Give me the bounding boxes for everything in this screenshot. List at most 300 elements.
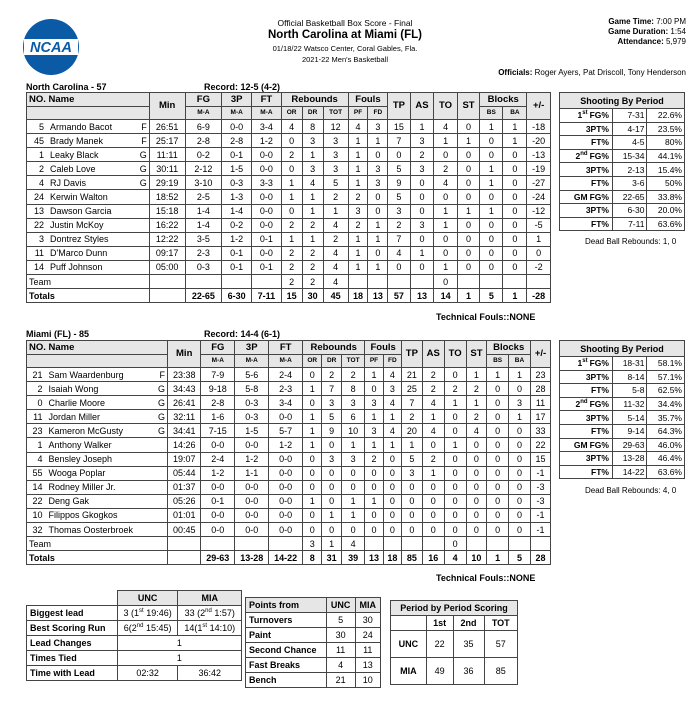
player-number: 11 (27, 246, 49, 260)
stat-st: 0 (466, 438, 487, 452)
stat-pf: 0 (365, 382, 383, 396)
player-name: Anthony Walker (46, 438, 153, 452)
stat-st: 0 (457, 162, 479, 176)
stat-bs: 0 (480, 232, 503, 246)
stat-as: 2 (422, 382, 444, 396)
player-number: 14 (27, 480, 47, 494)
mia-team-name: Miami (FL) - 85 (26, 329, 90, 339)
subcol-ma: M-A (222, 107, 252, 120)
unc-record: Record: 12-5 (4-2) (204, 82, 281, 92)
totals-label: Totals (27, 289, 150, 303)
stat-ft: 3-4 (252, 120, 281, 134)
stat-or: 1 (281, 176, 302, 190)
stat-as: 1 (422, 410, 444, 424)
stat-pf: 1 (348, 162, 368, 176)
stat-to: 0 (434, 148, 458, 162)
stat-pm: 23 (531, 368, 551, 382)
shooting-label: FT% (560, 176, 613, 190)
shooting-label: FT% (560, 136, 613, 150)
stat-st: 0 (457, 176, 479, 190)
player-number: 45 (27, 134, 49, 148)
stat-fg: 0-0 (201, 480, 235, 494)
subcol-fd: FD (383, 355, 401, 368)
col-fg: FG (201, 341, 235, 355)
player-position: G (154, 424, 168, 438)
stat-ba: 1 (503, 134, 527, 148)
stat-st: 0 (466, 508, 487, 522)
col-rebounds: Rebounds (303, 341, 365, 355)
period-label: 1st (577, 110, 588, 121)
stat-as: 1 (410, 246, 434, 260)
stat-fg: 0-3 (185, 260, 222, 274)
date-venue: 01/18/22 Watsco Center, Coral Gables, Fla. (272, 44, 418, 53)
stat-tp: 1-2 (235, 452, 269, 466)
stat-to: 0 (444, 508, 466, 522)
table-row (27, 466, 551, 480)
shooting-row (560, 136, 685, 150)
stat-st: 0 (457, 120, 479, 134)
stat-tp: 0-1 (222, 148, 252, 162)
stat-ft: 2-4 (269, 368, 303, 382)
stat-ba: 0 (503, 148, 527, 162)
mia-biggest-lead: 33 (2nd 1:57) (178, 606, 242, 621)
stat-fd: 3 (368, 162, 388, 176)
stat-ba: 0 (508, 382, 530, 396)
stat-tp: 1-5 (235, 424, 269, 438)
stat-pm: 0 (527, 246, 551, 260)
stat-ft: 0-1 (252, 232, 281, 246)
stat-st: 0 (457, 232, 479, 246)
stat-tot: 3 (341, 452, 364, 466)
unc-shooting-by-period (559, 92, 685, 231)
total-fd: 13 (368, 289, 388, 303)
stat-to: 1 (434, 134, 458, 148)
player-name: Puff Johnson (48, 260, 134, 274)
stat-ft: 0-0 (252, 190, 281, 204)
stat-fg: 1-4 (185, 218, 222, 232)
stat-fd: 1 (368, 134, 388, 148)
shooting-label: 1st FG% (560, 109, 613, 123)
total-ft: 14-22 (269, 551, 303, 565)
player-name: Deng Gak (46, 494, 153, 508)
points-from-col-mia: MIA (355, 598, 381, 613)
game-time (608, 17, 686, 26)
unc-totals-row (27, 289, 551, 303)
unc-dead-ball-rebounds: Dead Ball Rebounds: 1, 0 (585, 237, 677, 246)
total-fg: 29-63 (201, 551, 235, 565)
shooting-made-attempted: 14-22 (612, 465, 646, 479)
col-fouls: Fouls (348, 93, 388, 107)
stat-dr: 3 (302, 134, 323, 148)
points-from-mia: 13 (355, 658, 381, 673)
points-from-table (245, 597, 381, 688)
stat-to: 0 (434, 246, 458, 260)
period-col: 1st (426, 616, 453, 631)
player-name: Thomas Oosterbroek (46, 523, 153, 537)
shooting-row (560, 176, 685, 190)
stat-to: 0 (444, 452, 466, 466)
stat-pm: -24 (527, 190, 551, 204)
stat-tot: 4 (323, 218, 348, 232)
shooting-label: GM FG% (560, 190, 613, 204)
stat-to: 4 (434, 176, 458, 190)
mia-dead-ball-rebounds: Dead Ball Rebounds: 4, 0 (585, 486, 677, 495)
shooting-percentage: 44.1% (647, 149, 685, 163)
table-row (27, 148, 551, 162)
stat-fg: 0-1 (201, 494, 235, 508)
player-position: G (154, 396, 168, 410)
shooting-percentage: 34.4% (647, 397, 685, 411)
stat-pm: -12 (527, 204, 551, 218)
stat-fg: 1-4 (185, 204, 222, 218)
col-plus-minus: +/- (531, 341, 551, 368)
stat-pm: -18 (527, 120, 551, 134)
stat-bs: 0 (480, 134, 503, 148)
stat-as: 2 (410, 148, 434, 162)
points-from-unc: 4 (326, 658, 355, 673)
points-from-unc: 21 (326, 673, 355, 688)
stat-or: 1 (303, 438, 322, 452)
stat-fd: 1 (368, 232, 388, 246)
mia-best-run: 14(1st 14:10) (178, 621, 242, 636)
stat-bs: 0 (480, 190, 503, 204)
stat-as: 0 (422, 523, 444, 537)
stat-st: 1 (457, 204, 479, 218)
stat-to: 4 (434, 120, 458, 134)
stat-dr: 0 (322, 438, 342, 452)
stat-ft: 1-2 (252, 134, 281, 148)
shooting-row (560, 109, 685, 123)
shooting-label: FT% (560, 465, 613, 479)
stat-pm: 15 (531, 452, 551, 466)
stat-ba: 0 (503, 246, 527, 260)
stat-dr: 1 (302, 204, 323, 218)
stat-dr: 7 (322, 382, 342, 396)
stat-dr: 3 (322, 396, 342, 410)
stat-or: 0 (303, 466, 322, 480)
stat-to: 2 (434, 162, 458, 176)
stat-st: 2 (466, 382, 487, 396)
stat-bs: 1 (480, 162, 503, 176)
shooting-percentage: 35.7% (647, 411, 685, 425)
stat-or: 1 (303, 424, 322, 438)
stat-tp: 0-1 (222, 246, 252, 260)
mia-time-with-lead: 36:42 (178, 666, 242, 681)
stat-to: 1 (444, 438, 466, 452)
stat-tp: 0-3 (235, 396, 269, 410)
mia-header-row (27, 341, 551, 355)
game-time-value: 7:00 PM (656, 17, 686, 26)
mia-shooting-by-period (559, 340, 685, 479)
stat-or: 2 (281, 246, 302, 260)
stat-as: 2 (422, 452, 444, 466)
shooting-percentage: 63.6% (647, 465, 685, 479)
player-name: Brady Manek (48, 134, 134, 148)
points-from-label: Paint (246, 628, 327, 643)
total-ba: 1 (503, 289, 527, 303)
points-from-col-unc: UNC (326, 598, 355, 613)
stat-st: 0 (466, 466, 487, 480)
stat-to: 0 (434, 190, 458, 204)
stat-min: 16:22 (149, 218, 185, 232)
stat-tp: 0-0 (235, 438, 269, 452)
period-2-score: 36 (453, 658, 484, 685)
stat-pf: 3 (365, 396, 383, 410)
lead-changes-value: 1 (117, 636, 241, 651)
doc-title: Official Basketball Box Score - Final (277, 18, 413, 28)
total-tp: 6-30 (222, 289, 252, 303)
player-number: 10 (27, 508, 47, 522)
shooting-row (560, 438, 685, 452)
player-number: 22 (27, 494, 47, 508)
shooting-row (560, 149, 685, 163)
stat-ba: 0 (508, 508, 530, 522)
player-number: 1 (27, 148, 49, 162)
stat-pts: 1 (402, 438, 423, 452)
summary-row-lead-changes: Lead Changes 1 (27, 636, 242, 651)
attendance-label: Attendance: (617, 37, 664, 46)
stat-ba: 0 (503, 190, 527, 204)
stat-ba: 1 (508, 368, 530, 382)
subcol-ba: BA (503, 107, 527, 120)
stat-st: 2 (466, 410, 487, 424)
player-number: 2 (27, 162, 49, 176)
player-name: Filippos Gkogkos (46, 508, 153, 522)
period-total-score: 57 (484, 631, 517, 658)
col-as: AS (422, 341, 444, 368)
points-from-row (246, 673, 381, 688)
shooting-made-attempted: 5-8 (612, 384, 646, 398)
stat-or: 0 (303, 452, 322, 466)
stat-min: 00:45 (168, 523, 201, 537)
stat-fd: 0 (368, 148, 388, 162)
subcol-tot: TOT (341, 355, 364, 368)
col-3p: 3P (222, 93, 252, 107)
stat-pts: 4 (388, 246, 410, 260)
stat-tot: 2 (341, 368, 364, 382)
total-as: 13 (410, 289, 434, 303)
col-ft: FT (252, 93, 281, 107)
shooting-row (560, 190, 685, 204)
stat-tot: 1 (341, 438, 364, 452)
subcol-ma: M-A (201, 355, 235, 368)
shooting-percentage: 46.0% (647, 438, 685, 452)
stat-fg: 2-5 (185, 190, 222, 204)
stat-to: 0 (434, 232, 458, 246)
unc-team-row: Team 2 2 4 0 (27, 275, 551, 289)
col-rebounds: Rebounds (281, 93, 348, 107)
stat-min: 14:26 (168, 438, 201, 452)
stat-pm: 17 (531, 410, 551, 424)
total-st: 10 (466, 551, 487, 565)
period-scoring-table (390, 600, 518, 685)
shooting-made-attempted: 7-11 (612, 217, 646, 231)
shooting-label: GM FG% (560, 438, 613, 452)
shooting-row (560, 370, 685, 384)
stat-pf: 1 (348, 148, 368, 162)
shooting-row (560, 411, 685, 425)
summary-row-best-run: Best Scoring Run 6(2nd 15:45) 14(1st 14:10) (27, 621, 242, 636)
player-name: RJ Davis (48, 176, 134, 190)
shooting-label: 3PT% (560, 411, 613, 425)
player-name: Dawson Garcia (48, 204, 134, 218)
player-name: D'Marco Dunn (48, 246, 134, 260)
stat-min: 26:41 (168, 396, 201, 410)
stat-fg: 3-5 (185, 232, 222, 246)
stat-bs: 1 (480, 176, 503, 190)
player-position (154, 523, 168, 537)
summary-col-unc: UNC (117, 591, 178, 606)
attendance-value: 5,979 (665, 37, 686, 46)
points-from-label: Fast Breaks (246, 658, 327, 673)
player-position: G (154, 410, 168, 424)
stat-pf: 1 (348, 176, 368, 190)
player-name: Kerwin Walton (48, 190, 134, 204)
ncaa-logo-text: NCAA (30, 40, 72, 56)
stat-ft: 0-0 (252, 162, 281, 176)
stat-ba: 0 (503, 176, 527, 190)
season: 2021-22 Men's Basketball (301, 55, 389, 64)
points-from-row (246, 628, 381, 643)
player-name: Wooga Poplar (46, 466, 153, 480)
table-row (27, 246, 551, 260)
stat-ba: 1 (508, 410, 530, 424)
player-position: G (134, 176, 149, 190)
stat-min: 09:17 (149, 246, 185, 260)
stat-as: 3 (410, 162, 434, 176)
stat-fd: 0 (368, 246, 388, 260)
stat-bs: 0 (487, 494, 509, 508)
points-from-label: Second Chance (246, 643, 327, 658)
shooting-label: 3PT% (560, 452, 613, 466)
stat-as: 1 (410, 120, 434, 134)
stat-bs: 0 (487, 424, 509, 438)
stat-pm: 28 (531, 382, 551, 396)
table-row (27, 410, 551, 424)
player-number: 14 (27, 260, 49, 274)
stat-ft: 2-3 (269, 382, 303, 396)
stat-tp: 1-4 (222, 204, 252, 218)
shooting-percentage: 50% (647, 176, 685, 190)
stat-min: 25:17 (149, 134, 185, 148)
subcol-ba: BA (508, 355, 530, 368)
stat-or: 1 (303, 494, 322, 508)
stat-ba: 0 (508, 494, 530, 508)
stat-min: 23:38 (168, 368, 201, 382)
subcol-or: OR (281, 107, 302, 120)
officials (498, 68, 686, 77)
stat-ft: 0-0 (269, 523, 303, 537)
stat-dr: 1 (322, 508, 342, 522)
table-row (27, 190, 551, 204)
stat-or: 1 (281, 190, 302, 204)
stat-tot: 2 (323, 190, 348, 204)
player-name: Caleb Love (48, 162, 134, 176)
player-number: 1 (27, 438, 47, 452)
stat-fd: 4 (383, 424, 401, 438)
stat-pts: 3 (402, 466, 423, 480)
stat-tot: 4 (323, 246, 348, 260)
stat-bs: 0 (487, 466, 509, 480)
stat-pts: 0 (402, 523, 423, 537)
total-tot: 45 (323, 289, 348, 303)
stat-pts: 3 (388, 204, 410, 218)
col-tp: TP (388, 93, 410, 120)
stat-tp: 0-3 (222, 176, 252, 190)
stat-min: 05:44 (168, 466, 201, 480)
stat-tot: 8 (341, 382, 364, 396)
col-3p: 3P (235, 341, 269, 355)
total-or: 8 (303, 551, 322, 565)
stat-pf: 0 (365, 480, 383, 494)
total-to: 14 (434, 289, 458, 303)
subcol-ma: M-A (235, 355, 269, 368)
stat-st: 1 (466, 368, 487, 382)
total-tot: 39 (341, 551, 364, 565)
stat-as: 0 (422, 438, 444, 452)
stat-ba: 0 (503, 232, 527, 246)
player-position (154, 466, 168, 480)
player-number: 5 (27, 120, 49, 134)
stat-tp: 5-8 (235, 382, 269, 396)
stat-pf: 2 (365, 452, 383, 466)
points-from-unc: 11 (326, 643, 355, 658)
stat-as: 0 (410, 260, 434, 274)
stat-ft: 0-0 (269, 452, 303, 466)
shooting-made-attempted: 29-63 (612, 438, 646, 452)
period-total-score: 85 (484, 658, 517, 685)
stat-as: 4 (422, 396, 444, 410)
stat-dr: 1 (302, 232, 323, 246)
stat-ba: 1 (503, 120, 527, 134)
player-position (134, 232, 149, 246)
total-as: 16 (422, 551, 444, 565)
points-from-row (246, 613, 381, 628)
player-number: 11 (27, 410, 47, 424)
stat-fd: 1 (383, 438, 401, 452)
total-pts: 85 (402, 551, 423, 565)
player-name: Leaky Black (48, 148, 134, 162)
stat-pm: -3 (531, 480, 551, 494)
stat-fd: 0 (368, 190, 388, 204)
stat-as: 4 (422, 424, 444, 438)
stat-bs: 0 (480, 246, 503, 260)
points-from-title: Points from (246, 598, 327, 613)
stat-tot: 10 (341, 424, 364, 438)
stat-fd: 0 (383, 523, 401, 537)
total-pm: 28 (531, 551, 551, 565)
stat-min: 18:52 (149, 190, 185, 204)
table-row (27, 396, 551, 410)
stat-ft: 3-3 (252, 176, 281, 190)
subcol-fd: FD (368, 107, 388, 120)
table-row (27, 204, 551, 218)
stat-fg: 1-6 (201, 410, 235, 424)
points-from-mia: 11 (355, 643, 381, 658)
table-row (27, 452, 551, 466)
stat-bs: 0 (487, 480, 509, 494)
stat-ft: 0-0 (252, 246, 281, 260)
stat-or: 0 (303, 396, 322, 410)
points-from-unc: 5 (326, 613, 355, 628)
stat-fg: 7-9 (201, 368, 235, 382)
total-st: 1 (457, 289, 479, 303)
shooting-made-attempted: 9-14 (612, 424, 646, 438)
stat-dr: 8 (302, 120, 323, 134)
shooting-title: Shooting By Period (560, 93, 685, 109)
stat-fd: 1 (368, 218, 388, 232)
shooting-percentage: 58.1% (647, 357, 685, 371)
